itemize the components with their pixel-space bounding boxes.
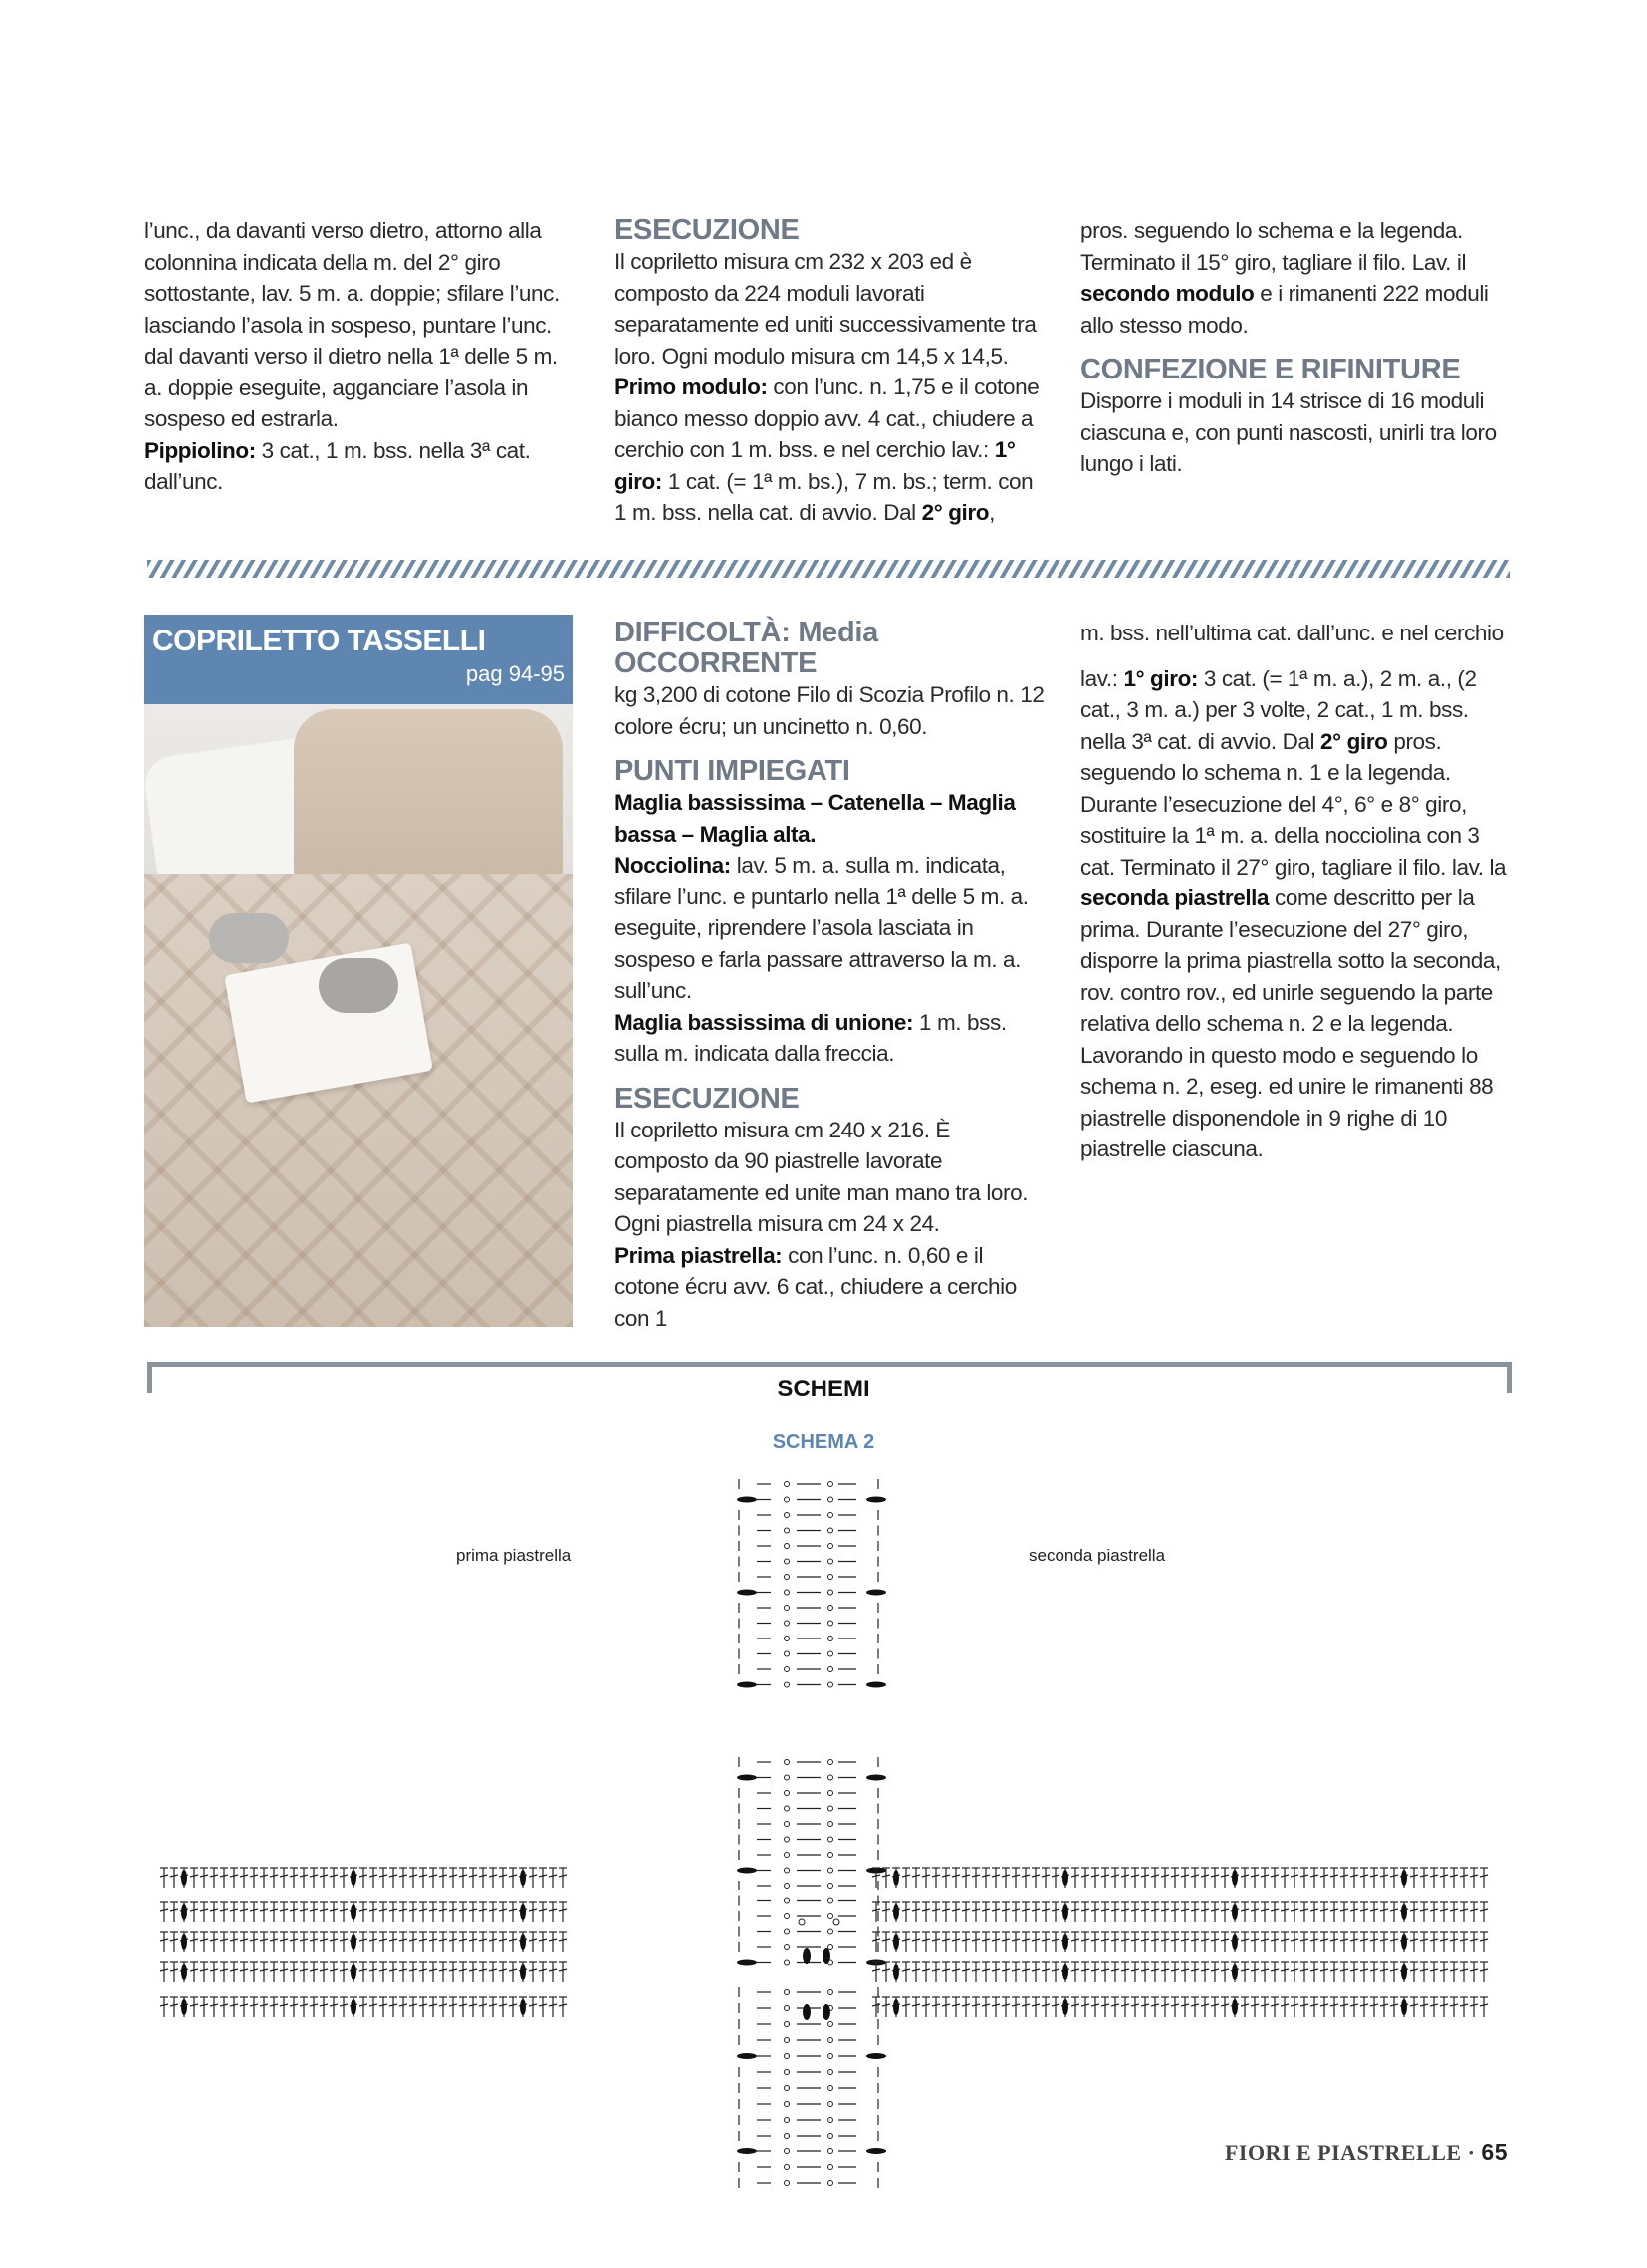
text-column-4 — [614, 618, 1048, 1334]
crochet-chart-diagram — [159, 1474, 1494, 2251]
paragraph: Prima piastrella: con l’unc. n. 0,60 e il cotone écru avv. 6 cat., chiudere a cerchio con 1 — [614, 1242, 1017, 1331]
paragraph: Il copriletto misura cm 232 x 203 ed è composto da 224 moduli lavorati separatamente ed uniti successivamente tra loro. Ogni modulo misura cm 14,5 x 14,5. — [614, 249, 1037, 369]
paragraph: Il copriletto misura cm 240 x 216. È composto da 90 piastrelle lavorate separatamente ed unite man mano tra loro. Ogni piastrella misura cm 24 x 24. — [614, 1117, 1029, 1236]
footer-separator: · — [1467, 2141, 1476, 2165]
product-photo — [144, 615, 573, 1327]
paragraph: Disporre i moduli in 14 strisce di 16 moduli ciascuna e, con punti nascosti, unirli tra loro lungo i lati. — [1080, 388, 1497, 476]
photo-title-box — [144, 615, 573, 704]
paragraph: pros. seguendo lo schema e la legenda. Terminato il 15° giro, tagliare il filo. Lav. il secondo modulo e i rimanenti 222 moduli allo stesso modo. — [1080, 218, 1489, 338]
paragraph: Maglia bassissima – Catenella – Maglia bassa – Maglia alta. — [614, 790, 1016, 847]
divider-stripe — [147, 560, 1510, 578]
paragraph: m. bss. nell’ultima cat. dall’unc. e nel cerchio — [1080, 621, 1504, 645]
label-prima-piastrella: prima piastrella — [456, 1546, 572, 1565]
schemi-title: SCHEMI — [777, 1376, 870, 1402]
paragraph: lav.: 1° giro: 3 cat. (= 1ª m. a.), 2 m. a., (2 cat., 3 m. a.) per 3 volte, 2 cat., 1 m. bss. nella 3ª cat. di avvio. Dal 2° giro pros. seguendo lo schema n. 1 e la legenda. Durante l’esecuzione del 4°, 6° e 8° giro, sostituire la 1ª m. a. della nocciolina con 3 cat. Terminato il 27° giro, tagliare il filo. lav. la seconda piastrella come descritto per la prima. Durante l’esecuzione del 27° giro, disporre la prima piastrella sotto la seconda, rov. contro rov., ed unirle seguendo la parte relativa dello schema n. 2 e la legenda. Lavorando in questo modo e seguendo lo schema n. 2, eseg. ed unire le rimanenti 88 piastrelle disponendole in 9 righe di 10 piastrelle ciascuna. — [1080, 665, 1507, 1161]
text-column-1 — [144, 215, 578, 498]
paragraph: kg 3,200 di cotone Filo di Scozia Profilo n. 12 colore écru; un uncinetto n. 0,60. — [614, 682, 1045, 739]
page-number: 65 — [1481, 2140, 1508, 2165]
paragraph: Nocciolina: lav. 5 m. a. sulla m. indicata, sfilare l’unc. e puntarlo nella 1ª delle 5 m. a. eseguite, riprendere l’asola lasciata in sospeso e farla passare attraverso la m. a. sull’unc. — [614, 853, 1029, 1003]
materials-heading: OCCORRENTE — [614, 647, 818, 679]
page-footer — [1225, 2140, 1508, 2166]
project-title: COPRILETTO TASSELLI — [152, 625, 486, 657]
paragraph: l’unc., da davanti verso dietro, attorno alla colonnina indicata della m. del 2° giro sottostante, lav. 5 m. a. doppie; sfilare l’unc. lasciando l’asola in sospeso, puntare l’unc. dal davanti verso il dietro nella 1ª delle 5 m. a. doppie eseguite, agganciare l’asola in sospeso ed estrarla. — [144, 218, 560, 431]
label-seconda-piastrella: seconda piastrella — [1029, 1546, 1166, 1565]
paragraph: Pippiolino: 3 cat., 1 m. bss. nella 3ª cat. dall’unc. — [144, 437, 531, 494]
paragraph: Primo modulo: con l’unc. n. 1,75 e il cotone bianco messo doppio avv. 4 cat., chiudere a cerchio con 1 m. bss. e nel cerchio lav.: 1° giro: 1 cat. (= 1ª m. bs.), 7 m. bs.; term. con 1 m. bss. nella cat. di avvio. Dal 2° giro, — [614, 375, 1040, 525]
page-reference: pag 94-95 — [465, 661, 565, 686]
section-heading: ESECUZIONE — [614, 214, 800, 246]
section-heading: CONFEZIONE E RIFINITURE — [1080, 354, 1461, 385]
paragraph: Maglia bassissima di unione: 1 m. bss. sulla m. indicata dalla freccia. — [614, 1009, 1007, 1066]
magazine-name: FIORI E PIASTRELLE — [1224, 2141, 1462, 2165]
difficulty-heading: DIFFICOLTÀ: Media — [614, 617, 879, 648]
text-column-2 — [614, 215, 1048, 529]
section-heading: PUNTI IMPIEGATI — [614, 755, 850, 787]
text-column-5 — [1080, 618, 1519, 1165]
section-heading: ESECUZIONE — [614, 1082, 800, 1115]
text-column-3 — [1080, 215, 1519, 480]
schema-subtitle: SCHEMA 2 — [772, 1431, 875, 1453]
